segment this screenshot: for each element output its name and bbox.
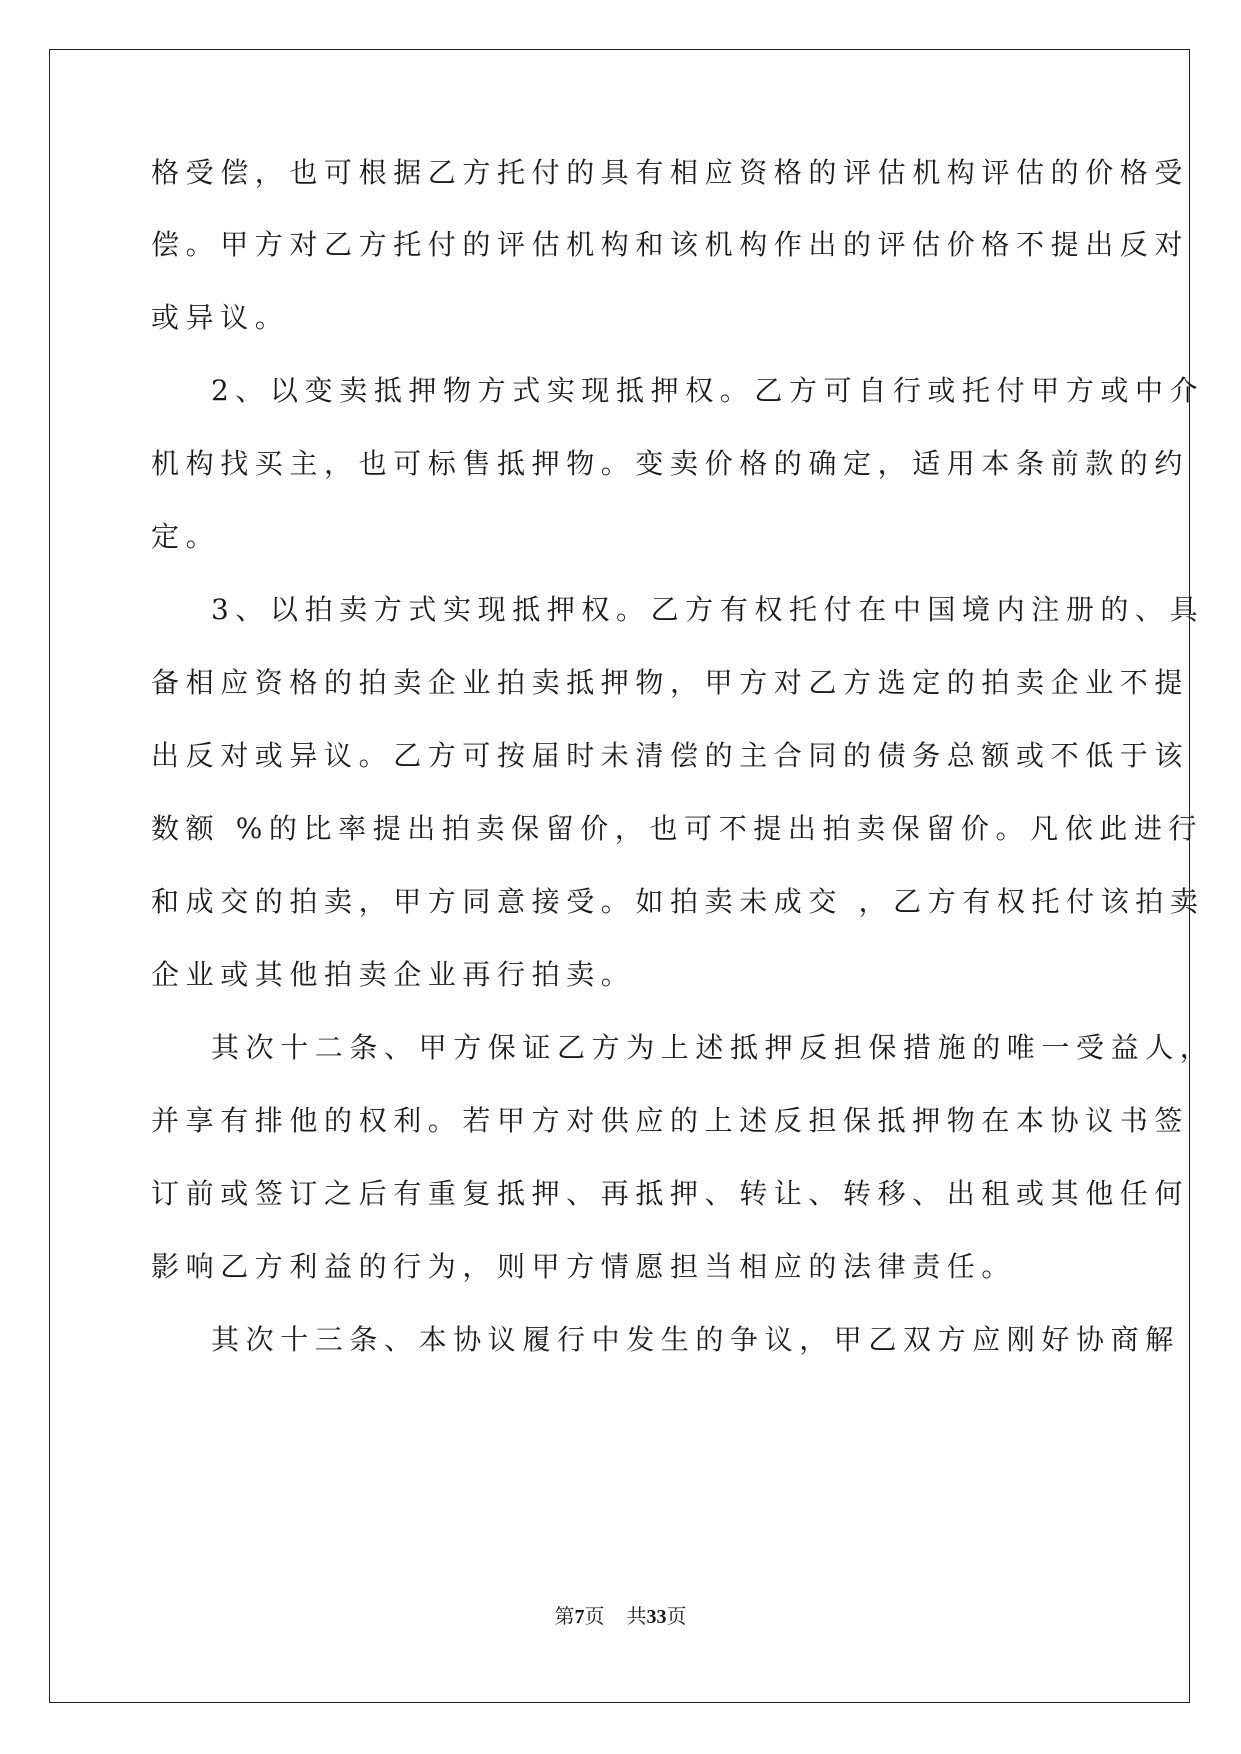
text-line: 数额 %的比率提出拍卖保留价，也可不提出拍卖保留价。凡依此进行: [151, 812, 1204, 845]
text-line: 企业或其他拍卖企业再行拍卖。: [151, 958, 636, 991]
text-line: 并享有排他的权利。若甲方对供应的上述反担保抵押物在本协议书签: [151, 1104, 1190, 1137]
text-line: 偿。甲方对乙方托付的评估机构和该机构作出的评估价格不提出反对: [151, 228, 1190, 261]
text-line: 定。: [151, 520, 221, 553]
text-line: 3、以拍卖方式实现抵押权。乙方有权托付在中国境内注册的、具: [211, 593, 1205, 626]
text-line: 2、以变卖抵押物方式实现抵押权。乙方可自行或托付甲方或中介: [211, 374, 1205, 407]
text-line: 备相应资格的拍卖企业拍卖抵押物，甲方对乙方选定的拍卖企业不提: [151, 666, 1190, 699]
page-number: 7: [574, 1606, 585, 1628]
page-prefix: 第: [554, 1606, 575, 1628]
text-line: 其次十二条、甲方保证乙方为上述抵押反担保措施的唯一受益人，: [211, 1031, 1215, 1064]
text-line: 出反对或异议。乙方可按届时未清偿的主合同的债务总额或不低于该: [151, 739, 1190, 772]
page-suffix: 页: [584, 1606, 605, 1628]
text-line: 订前或签订之后有重复抵押、再抵押、转让、转移、出租或其他任何: [151, 1177, 1190, 1210]
text-line: 机构找买主，也可标售抵押物。变卖价格的确定，适用本条前款的约: [151, 447, 1190, 480]
text-line: 影响乙方利益的行为，则甲方情愿担当相应的法律责任。: [151, 1250, 1017, 1283]
text-line: 和成交的拍卖，甲方同意接受。如拍卖未成交 ，乙方有权托付该拍卖: [151, 885, 1205, 918]
total-suffix: 页: [666, 1606, 687, 1628]
text-line: 或异议。: [151, 301, 290, 334]
page-total: 33: [646, 1606, 667, 1628]
text-line: 格受偿，也可根据乙方托付的具有相应资格的评估机构评估的价格受: [151, 156, 1190, 189]
total-prefix: 共: [626, 1606, 647, 1628]
text-line: 其次十三条、本协议履行中发生的争议，甲乙双方应刚好协商解: [211, 1323, 1180, 1356]
page-footer: [0, 1600, 1241, 1629]
